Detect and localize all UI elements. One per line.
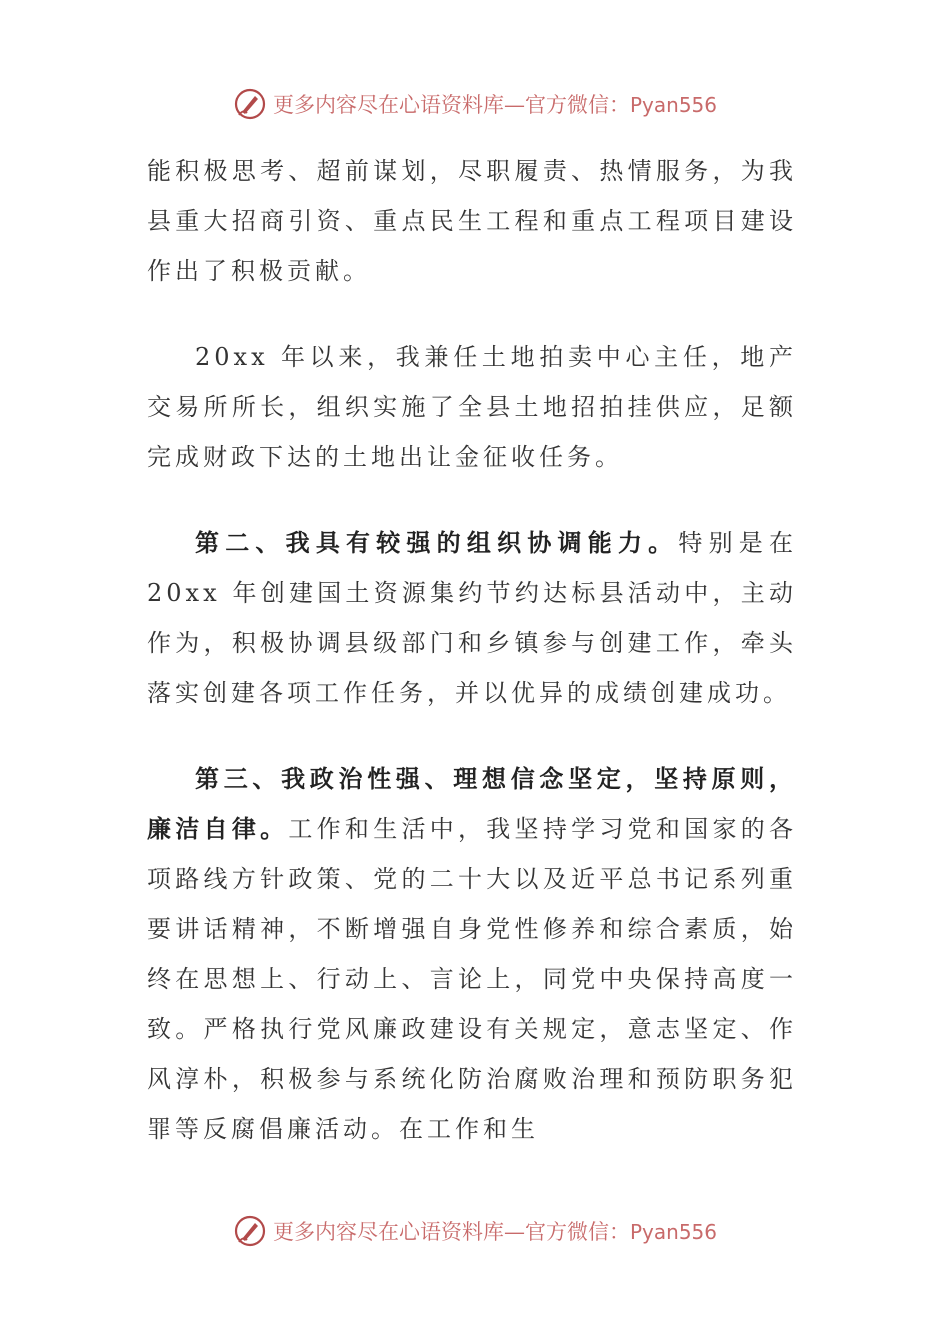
banner-text: 更多内容尽在心语资料库—官方微信：Pyan556 [272, 1220, 717, 1244]
wechat-id: Pyan556 [629, 93, 717, 117]
paragraph-2: 20xx 年以来，我兼任土地拍卖中心主任，地产交易所所长，组织实施了全县土地招拍挂供应，足额完成财政下达的土地出让金征收任务。 [147, 343, 797, 471]
document-body [147, 146, 797, 1190]
paragraph-lead: 第三、我政治性强、理想信念坚定，坚持原则，廉洁自律。 [147, 764, 797, 843]
pen-circle-icon [233, 1214, 267, 1248]
header-banner [0, 84, 950, 124]
paragraph-4: 第三、我政治性强、理想信念坚定，坚持原则，廉洁自律。工作和生活中，我坚持学习党和国家的各项路线方针政策、党的二十大以及近平总书记系列重要讲话精神，不断增强自身党性修养和综合素质，始终在思想上、行动上、言论上，同党中央保持高度一致。严格执行党风廉政建设有关规定，意志坚定、作风淳朴，积极参与系统化防治腐败治理和预防职务犯罪等反腐倡廉活动。在工作和生 [147, 764, 798, 1143]
wechat-id: Pyan556 [629, 1220, 717, 1244]
paragraph-lead: 第二、我具有较强的组织协调能力。 [195, 528, 679, 557]
paragraph-1: 能积极思考、超前谋划，尽职履责、热情服务，为我县重大招商引资、重点民生工程和重点工程项目建设作出了积极贡献。 [147, 157, 797, 285]
pen-circle-icon [233, 87, 267, 121]
banner-text: 更多内容尽在心语资料库—官方微信：Pyan556 [272, 93, 717, 117]
paragraph-3: 第二、我具有较强的组织协调能力。特别是在 20xx 年创建国土资源集约节约达标县活动中，主动作为，积极协调县级部门和乡镇参与创建工作，牵头落实创建各项工作任务，并以优异的成绩创建成功。 [147, 528, 798, 707]
footer-banner [0, 1211, 950, 1251]
